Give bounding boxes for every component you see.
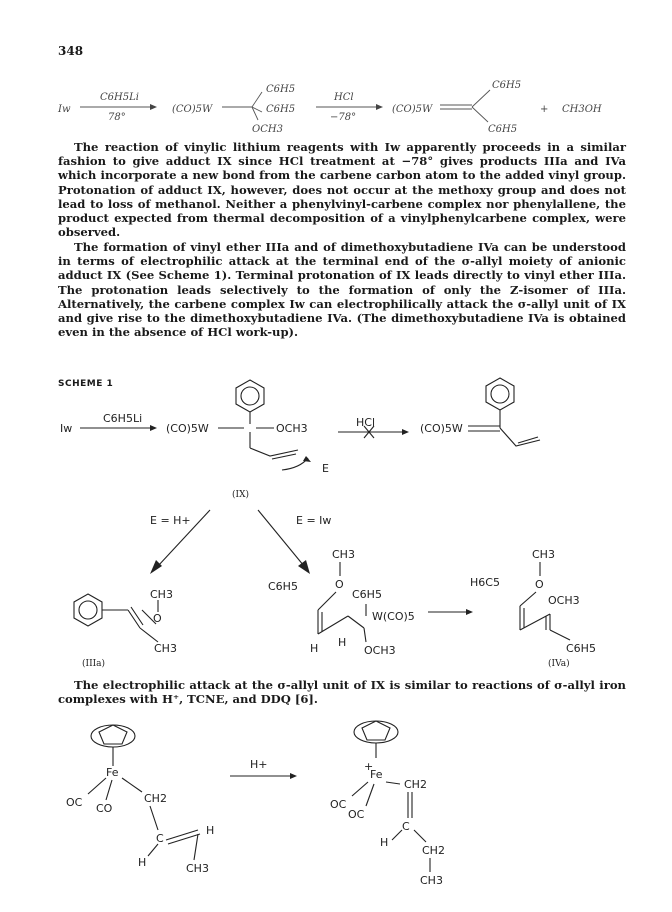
s1-prod3-label: (IIIa) xyxy=(82,659,106,669)
iron-right-oc2: OC xyxy=(348,808,365,821)
page-number: 348 xyxy=(58,44,84,58)
s1-mid-h2: H xyxy=(338,636,347,649)
s1-prod4-o: O xyxy=(535,578,544,591)
top-start: Iw xyxy=(58,104,71,115)
top-prod-c6h5b: C6H5 xyxy=(488,124,518,135)
s1-prod3-phenyl xyxy=(74,594,102,626)
s1-blocked-metal: (CO)5W xyxy=(420,422,463,435)
s1-reagent1: C6H5Li xyxy=(103,412,143,425)
s1-adduct-metal: (CO)5W xyxy=(166,422,209,435)
top-cond1: 78° xyxy=(108,112,126,123)
top-inter-och3: OCH3 xyxy=(252,124,283,135)
top-prod-metal: (CO)5W xyxy=(392,104,433,115)
top-prod-c6h5a: C6H5 xyxy=(492,80,522,91)
s1-prod4-label: (IVa) xyxy=(548,659,570,669)
iron-left-fe: Fe xyxy=(106,766,119,779)
scheme-1 xyxy=(60,378,596,669)
iron-left-oc1: OC xyxy=(66,796,83,809)
s1-prod3-ch3-bottom: CH3 xyxy=(154,642,177,655)
s1-adduct-label: (IX) xyxy=(232,490,249,500)
iron-left-co2: CO xyxy=(96,802,113,815)
scheme-label: SCHEME 1 xyxy=(58,379,114,389)
s1-adduct-och3: OCH3 xyxy=(276,422,308,435)
iron-right-ch2-top: CH2 xyxy=(404,778,427,791)
s1-prod4-ch3: CH3 xyxy=(532,548,555,561)
s1-start: Iw xyxy=(60,422,73,435)
iron-right-fe: Fe xyxy=(370,768,383,781)
top-scheme xyxy=(57,80,602,135)
top-inter-c6h5b: C6H5 xyxy=(266,104,296,115)
iron-right-charge: + xyxy=(364,760,374,773)
iron-left-ch3: CH3 xyxy=(186,862,209,875)
iron-reagent: H+ xyxy=(250,758,268,771)
iron-left-h1: H xyxy=(206,824,215,837)
top-cond2: −78° xyxy=(330,112,357,123)
s1-branch-left: E = H+ xyxy=(150,514,191,527)
s1-prod4-c6h5-left: H6C5 xyxy=(470,576,500,589)
s1-electrophile: E xyxy=(322,462,329,475)
paragraph-electrophilic: The electrophilic attack at the σ-allyl unit of IX is similar to reactions of σ-allyl iron complexes with H⁺, TCNE, and DDQ [6]. xyxy=(58,678,626,707)
iron-right-oc1: OC xyxy=(330,798,347,811)
iron-left-ch2: CH2 xyxy=(144,792,167,805)
iron-right-ch3: CH3 xyxy=(420,874,443,887)
s1-prod4-c6h5-right: C6H5 xyxy=(566,642,596,655)
iron-left-c: C xyxy=(156,832,164,845)
iron-right-ch2: CH2 xyxy=(422,844,445,857)
top-reagent2: HCl xyxy=(334,92,354,103)
s1-mid-c6h5-left: C6H5 xyxy=(268,580,298,593)
paragraph-vinylic-reaction: The reaction of vinylic lithium reagents with Iw apparently proceeds in a similar fashion to give adduct IX since HCl treatment at −78° gives products IIIa and IVa which incorporate a new bond from the carbene carbon atom to the added vinyl group. Protonation of adduct IX, however, does not occur at the methoxy group and does not lead to loss of methanol. Neither a phenylvinyl-carbene complex nor phenylallene, the product expected from thermal decomposition of a vinylphenylcarbene complex, were observed. xyxy=(58,140,626,240)
top-inter-c6h5a: C6H5 xyxy=(266,84,296,95)
paragraph-formation: The formation of vinyl ether IIIa and of dimethoxybutadiene IVa can be understood in terms of electrophilic attack at the terminal end of the σ-allyl moiety of anionic adduct IX (See Scheme 1). Terminal protonation of IX leads directly to vinyl ether IIIa. The protonation leads selectively to the formation of only the Z-isomer of IIIa. Alternatively, the carbene complex Iw can electrophilically attack the σ-allyl unit of IX and give rise to the dimethoxybutadiene IVa. (The dimethoxybutadiene IVa is obtained even in the absence of HCl work-up). xyxy=(58,240,626,340)
iron-right-h: H xyxy=(380,836,389,849)
top-reagent1: C6H5Li xyxy=(100,92,139,103)
s1-mid-o: O xyxy=(335,578,344,591)
s1-mid-och3: OCH3 xyxy=(364,644,396,657)
top-inter-metal: (CO)5W xyxy=(172,104,213,115)
s1-mid-ch3: CH3 xyxy=(332,548,355,561)
s1-prod4-och3: OCH3 xyxy=(548,594,580,607)
s1-prod3-ch3-top: CH3 xyxy=(150,588,173,601)
s1-mid-c6h5-right: C6H5 xyxy=(352,588,382,601)
s1-mid-w: W(CO)5 xyxy=(372,610,415,623)
s1-reagent-hcl: HCl xyxy=(356,416,376,429)
top-plus: + xyxy=(540,104,549,115)
s1-blocked-phenyl xyxy=(486,378,514,410)
iron-scheme xyxy=(66,721,445,887)
s1-prod3-o: O xyxy=(153,612,162,625)
top-byproduct: CH3OH xyxy=(562,104,602,115)
s1-adduct-phenyl xyxy=(236,380,264,412)
s1-branch-right: E = Iw xyxy=(296,514,332,527)
iron-left-h2: H xyxy=(138,856,147,869)
s1-mid-h1: H xyxy=(310,642,319,655)
iron-right-c: C xyxy=(402,820,410,833)
